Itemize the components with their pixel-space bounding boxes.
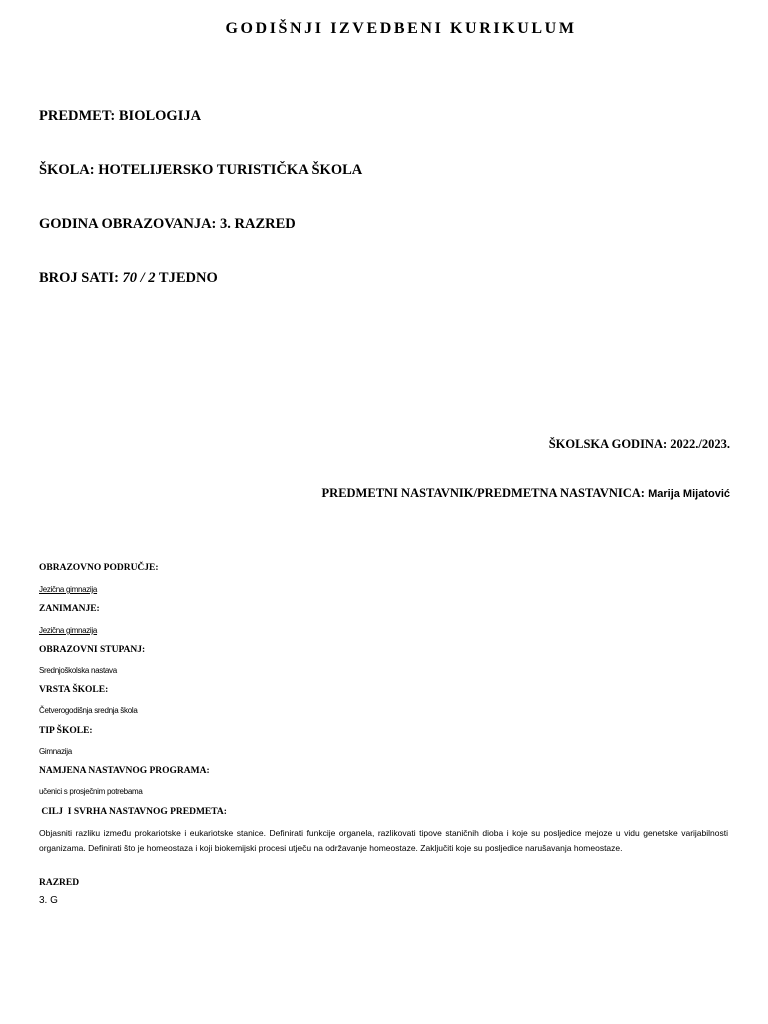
- occupation-label: ZANIMANJE:: [39, 604, 100, 614]
- education-year-line: GODINA OBRAZOVANJA: 3. RAZRED: [39, 216, 296, 232]
- hours-suffix: TJEDNO: [155, 270, 218, 286]
- education-area-link[interactable]: Jezična gimnazija: [39, 585, 98, 594]
- school-type-label: TIP ŠKOLE:: [39, 726, 93, 736]
- teacher-name: Marija Mijatović: [648, 488, 730, 500]
- hours-value: 70 / 2: [122, 270, 156, 286]
- occupation-link[interactable]: Jezična gimnazija: [39, 626, 98, 635]
- school-kind-label: VRSTA ŠKOLE:: [39, 685, 109, 695]
- program-purpose-value: učenici s prosječnim potrebama: [39, 787, 143, 796]
- education-area-label: OBRAZOVNO PODRUČJE:: [39, 563, 159, 573]
- subject-goal-label: CILJ I SVRHA NASTAVNOG PREDMETA:: [39, 807, 227, 817]
- school-line: ŠKOLA: HOTELIJERSKO TURISTIČKA ŠKOLA: [39, 162, 363, 178]
- school-year-line: ŠKOLSKA GODINA: 2022./2023.: [548, 437, 730, 451]
- teacher-line: [322, 486, 730, 501]
- hours-line: [39, 270, 218, 287]
- class-label: RAZRED: [39, 878, 80, 888]
- school-kind-value: Četverogodišnja srednja škola: [39, 706, 138, 715]
- hours-label: BROJ SATI:: [39, 270, 123, 286]
- education-level-value: Srednjoškolska nastava: [39, 666, 117, 675]
- document-title: GODIŠNJI IZVEDBENI KURIKULUM: [225, 20, 577, 37]
- program-purpose-label: NAMJENA NASTAVNOG PROGRAMA:: [39, 766, 210, 776]
- school-type-value: Gimnazija: [39, 747, 72, 756]
- class-value: 3. G: [39, 895, 58, 906]
- subject-goal-text: Objasniti razliku između prokariotske i eukariotske stanice. Definirati funkcije organela, razlikovati tipove staničnih dioba i koje su posljedice mejoze u vidu genetske varijabilnosti organizama. Definirati što je homeostaza i koji biokemijski procesi utječu na održavanje homeostaze. Zaključiti koje su posljedice narušavanja homeostaze.: [39, 828, 728, 853]
- education-level-label: OBRAZOVNI STUPANJ:: [39, 645, 146, 655]
- subject-line: PREDMET: BIOLOGIJA: [39, 108, 202, 124]
- teacher-label: PREDMETNI NASTAVNIK/PREDMETNA NASTAVNICA:: [321, 486, 649, 500]
